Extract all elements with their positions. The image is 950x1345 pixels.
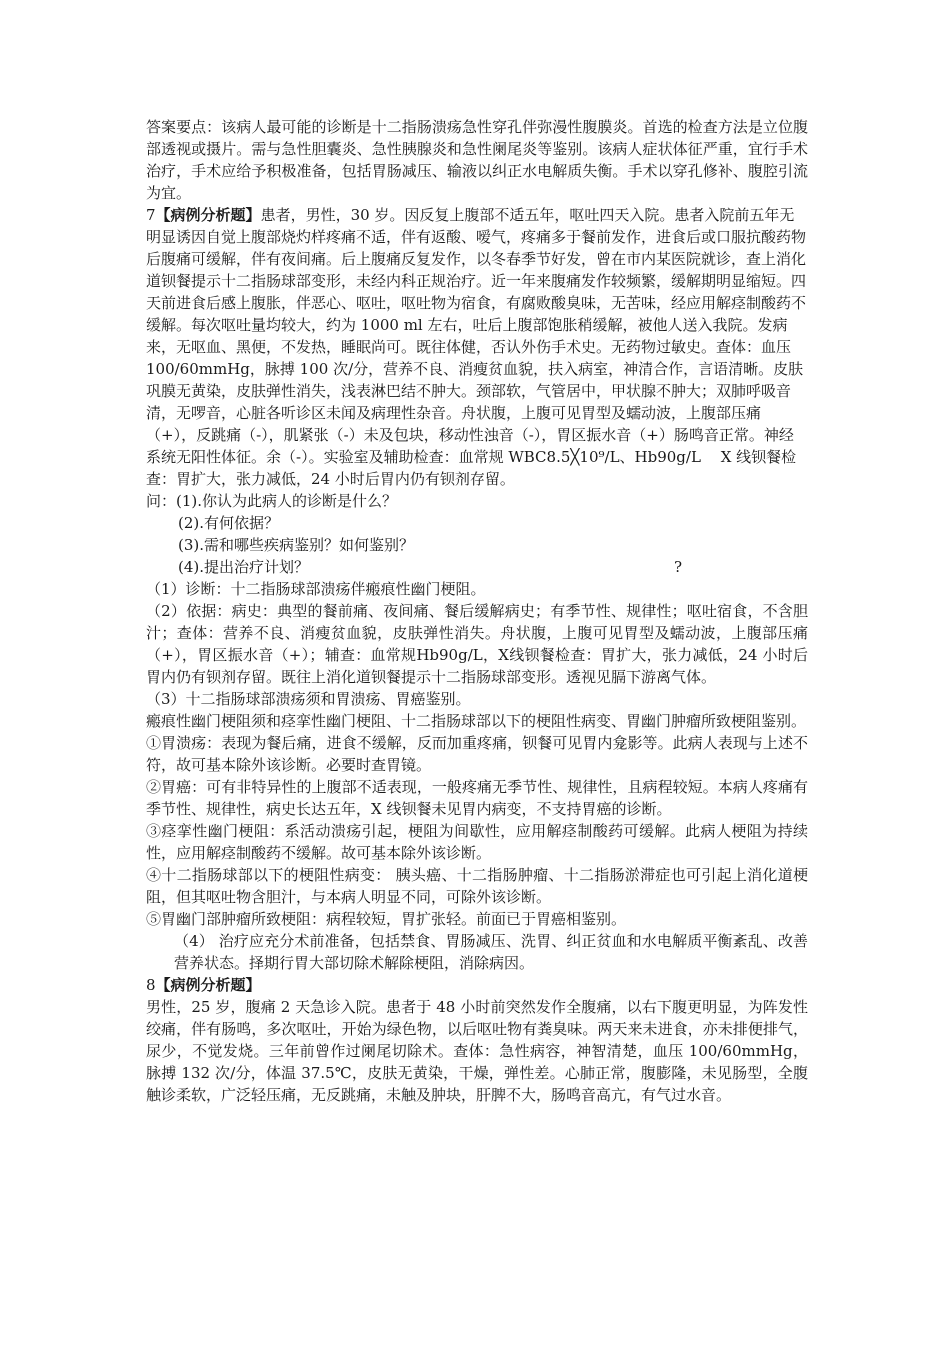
case-8-heading	[146, 974, 808, 996]
case-7-answer-treatment: （4） 治疗应充分术前准备，包括禁食、胃肠减压、洗胃、纠正贫血和水电解质平衡紊乱、改善营养状态。择期行胃大部切除术解除梗阻，消除病因。	[174, 932, 808, 972]
case-7-answer-obstruction-differential: 瘢痕性幽门梗阻须和痉挛性幽门梗阻、十二指肠球部以下的梗阻性病变、胃幽门肿瘤所致梗阻鉴别。	[146, 712, 807, 730]
case-7-heading	[146, 204, 808, 490]
case-7-description: 患者，男性，30 岁。因反复上腹部不适五年，呕吐四天入院。患者入院前五年无明显诱因自觉上腹部烧灼样疼痛不适，伴有返酸、嗳气，疼痛多于餐前发作，进食后或口服抗酸药物后腹痛可缓解，伴有夜间痛。后上腹痛反复发作，以冬春季节好发，曾在市内某医院就诊，查上消化道钡餐提示十二指肠球部变形，未经内科正规治疗。近一年来腹痛发作较频繁，缓解期明显缩短。四天前进食后感上腹胀，伴恶心、呕吐，呕吐物为宿食，有腐败酸臭味，无苦味，经应用解痉制酸药不缓解。每次呕吐量均较大，约为 1000 ml 左右，吐后上腹部饱胀稍缓解，被他人送入我院。发病来，无呕血、黑便，不发热，睡眠尚可。既往体健，否认外伤手术史。无药物过敏史。查体：血压 100/60mmHg，脉搏 100 次/分，营养不良、消瘦贫血貌，扶入病室，神清合作，言语清晰。皮肤巩膜无黄染，皮肤弹性消失，浅表淋巴结不肿大。颈部软，气管居中，甲状腺不肿大；双肺呼吸音清，无啰音，心脏各听诊区未闻及病理性杂音。舟状腹，上腹可见胃型及蠕动波，上腹部压痛（+），反跳痛（-），肌紧张（-）未及包块，移动性浊音（-），胃区振水音（+）肠鸣音正常。神经系统无阳性体征。余（-）。实验室及辅助检查：血常规 WBC8.5╳10⁹/L、Hb90g/L X 线钡餐检查：胃扩大，张力减低，24 小时后胃内仍有钡剂存留。	[146, 206, 807, 488]
case-8-number: 8	[146, 976, 156, 994]
stray-question-mark: ?	[674, 558, 683, 576]
case-7-differential-spastic-obstruction: ③痉挛性幽门梗阻：系活动溃疡引起，梗阻为间歇性，应用解痉制酸药可缓解。此病人梗阻为持续性，应用解痉制酸药不缓解。故可基本除外该诊断。	[146, 822, 808, 862]
case-7-question-1: 问：(1).你认为此病人的诊断是什么？	[146, 492, 398, 510]
case-7-differential-pyloric-tumor: ⑤胃幽门部肿瘤所致梗阻：病程较短，胃扩张轻。前面已于胃癌相鉴别。	[146, 910, 627, 928]
case-7-heading-label: 【病例分析题】	[155, 206, 261, 224]
case-7-differential-lower-duodenal: ④十二指肠球部以下的梗阻性病变： 胰头癌、十二指肠肿瘤、十二指肠淤滞症也可引起上消化道梗阻，但其呕吐物含胆汁，与本病人明显不同，可除外该诊断。	[146, 866, 808, 906]
case-7-number: 7	[146, 206, 156, 224]
case-7-question-4: (4).提出治疗计划？	[178, 558, 310, 576]
case-7-answer-diagnosis: （1）诊断：十二指肠球部溃疡伴瘢痕性幽门梗阻。	[146, 580, 486, 598]
case-7-answer-differential: （3）十二指肠球部溃疡须和胃溃疡、胃癌鉴别。	[146, 690, 471, 708]
document-body	[146, 116, 808, 1106]
case-7-question-3: (3).需和哪些疾病鉴别？如何鉴别？	[178, 536, 415, 554]
case-7-question-4-row	[146, 556, 808, 578]
case-8-heading-label: 【病例分析题】	[155, 976, 261, 994]
case-7-differential-gastric-cancer: ②胃癌：可有非特异性的上腹部不适表现，一般疼痛无季节性、规律性，且病程较短。本病人疼痛有季节性、规律性，病史长达五年，X 线钡餐未见胃内病变，不支持胃癌的诊断。	[146, 778, 808, 818]
case-7-answer-basis: （2）依据：病史：典型的餐前痛、夜间痛、餐后缓解病史；有季节性、规律性；呕吐宿食，不含胆汁；查体：营养不良、消瘦贫血貌，皮肤弹性消失。舟状腹，上腹可见胃型及蠕动波，上腹部压痛（+），胃区振水音（+）；辅查：血常规Hb90g/L，X线钡餐检查：胃扩大，张力减低，24 小时后胃内仍有钡剂存留。既往上消化道钡餐提示十二指肠球部变形。透视见膈下游离气体。	[146, 602, 808, 686]
case-7-differential-gastric-ulcer: ①胃溃疡：表现为餐后痛，进食不缓解，反而加重疼痛，钡餐可见胃内龛影等。此病人表现与上述不符，故可基本除外该诊断。必要时查胃镜。	[146, 734, 808, 774]
answer-key-paragraph: 答案要点：该病人最可能的诊断是十二指肠溃疡急性穿孔伴弥漫性腹膜炎。首选的检查方法是立位腹部透视或摄片。需与急性胆囊炎、急性胰腺炎和急性阑尾炎等鉴别。该病人症状体征严重，宜行手术治疗，手术应给予积极准备，包括胃肠减压、输液以纠正水电解质失衡。手术以穿孔修补、腹腔引流为宜。	[146, 118, 808, 202]
case-7-question-2: (2).有何依据？	[178, 514, 280, 532]
case-8-description: 男性，25 岁，腹痛 2 天急诊入院。患者于 48 小时前突然发作全腹痛，以右下腹更明显，为阵发性绞痛，伴有肠鸣，多次呕吐，开始为绿色物，以后呕吐物有粪臭味。两天来未进食，亦未排便排气，尿少，不觉发烧。三年前曾作过阑尾切除术。查体：急性病容，神智清楚，血压 100/60mmHg，脉搏 132 次/分，体温 37.5℃，皮肤无黄染，干燥，弹性差。心肺正常，腹膨隆，未见肠型，全腹触诊柔软，广泛轻压痛，无反跳痛，未触及肿块，肝脾不大，肠鸣音高亢，有气过水音。	[146, 998, 808, 1104]
